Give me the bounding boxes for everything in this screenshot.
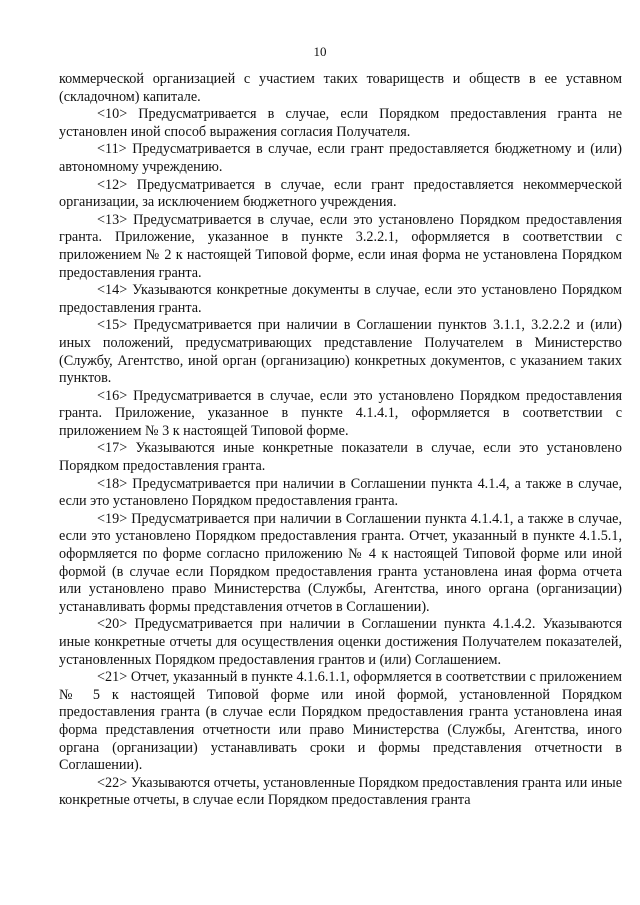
footnote-paragraph: <13> Предусматривается в случае, если это установлено Порядком предоставления гранта. Приложение, указанное в пункте 3.2.2.1, оформляется в соответствии с приложением № 2 к настоящей Типовой форме, если иная форма не установлена Порядком предоставления гранта. xyxy=(59,211,622,281)
page-number: 10 xyxy=(313,44,327,59)
footnote-paragraph: коммерческой организацией с участием таких товариществ и обществ в ее уставном (складочном) капитале. xyxy=(59,71,622,105)
footnote-paragraph: <18> Предусматривается при наличии в Соглашении пункта 4.1.4, а также в случае, если это установлено Порядком предоставления гранта. xyxy=(59,475,622,510)
footnote-paragraph: <17> Указываются иные конкретные показатели в случае, если это установлено Порядком предоставления гранта. xyxy=(59,440,622,475)
footnote-paragraph: <16> Предусматривается в случае, если это установлено Порядком предоставления гранта. Приложение, указанное в пункте 4.1.4.1, оформляется в соответствии с приложением № 3 к настоящей Типовой форме. xyxy=(59,387,622,439)
footnote-paragraph: <21> Отчет, указанный в пункте 4.1.6.1.1, оформляется в соответствии с приложением № 5 к настоящей Типовой форме или иной формой, установленной Порядком предоставления гранта (в случае если Порядком предоставления гранта установлена иная форма представления отчетности или право Министерства (Службы, Агентства, иного органа (организации) устанавливать сроки и формы представления отчетности в Соглашении). xyxy=(59,669,622,774)
footnote-paragraph: <15> Предусматривается при наличии в Соглашении пунктов 3.1.1, 3.2.2.2 и (или) иных положений, предусматривающих представление Получателем в Министерство (Службу, Агентство, иной орган (организацию) конкретных документов, с указанием таких пунктов. xyxy=(59,317,622,387)
document-body xyxy=(59,71,622,810)
footnote-paragraph: <22> Указываются отчеты, установленные Порядком предоставления гранта или иные конкретные отчеты, в случае если Порядком предоставления гранта xyxy=(59,774,622,809)
footnote-paragraph: <10> Предусматривается в случае, если Порядком предоставления гранта не установлен иной способ выражения согласия Получателя. xyxy=(59,106,622,140)
footnote-paragraph: <12> Предусматривается в случае, если грант предоставляется некоммерческой организации, за исключением бюджетного учреждения. xyxy=(59,176,622,211)
footnote-paragraph: <11> Предусматривается в случае, если грант предоставляется бюджетному и (или) автономному учреждению. xyxy=(59,141,622,175)
footnote-paragraph: <19> Предусматривается при наличии в Соглашении пункта 4.1.4.1, а также в случае, если это установлено Порядком предоставления гранта. Отчет, указанный в пункте 4.1.5.1, оформляется по форме согласно приложению № 4 к настоящей Типовой форме или иной формой (в случае если Порядком предоставления гранта установлена иная форма отчета или установлено право Министерства (Службы, Агентства, иного органа (организации) устанавливать формы представления отчетов в Соглашении). xyxy=(59,510,622,615)
footnote-paragraph: <14> Указываются конкретные документы в случае, если это установлено Порядком предоставления гранта. xyxy=(59,282,622,316)
footnote-paragraph: <20> Предусматривается при наличии в Соглашении пункта 4.1.4.2. Указываются иные конкретные отчеты для осуществления оценки достижения Получателем показателей, установленных Порядком предоставления грантов и (или) Соглашением. xyxy=(59,616,622,668)
